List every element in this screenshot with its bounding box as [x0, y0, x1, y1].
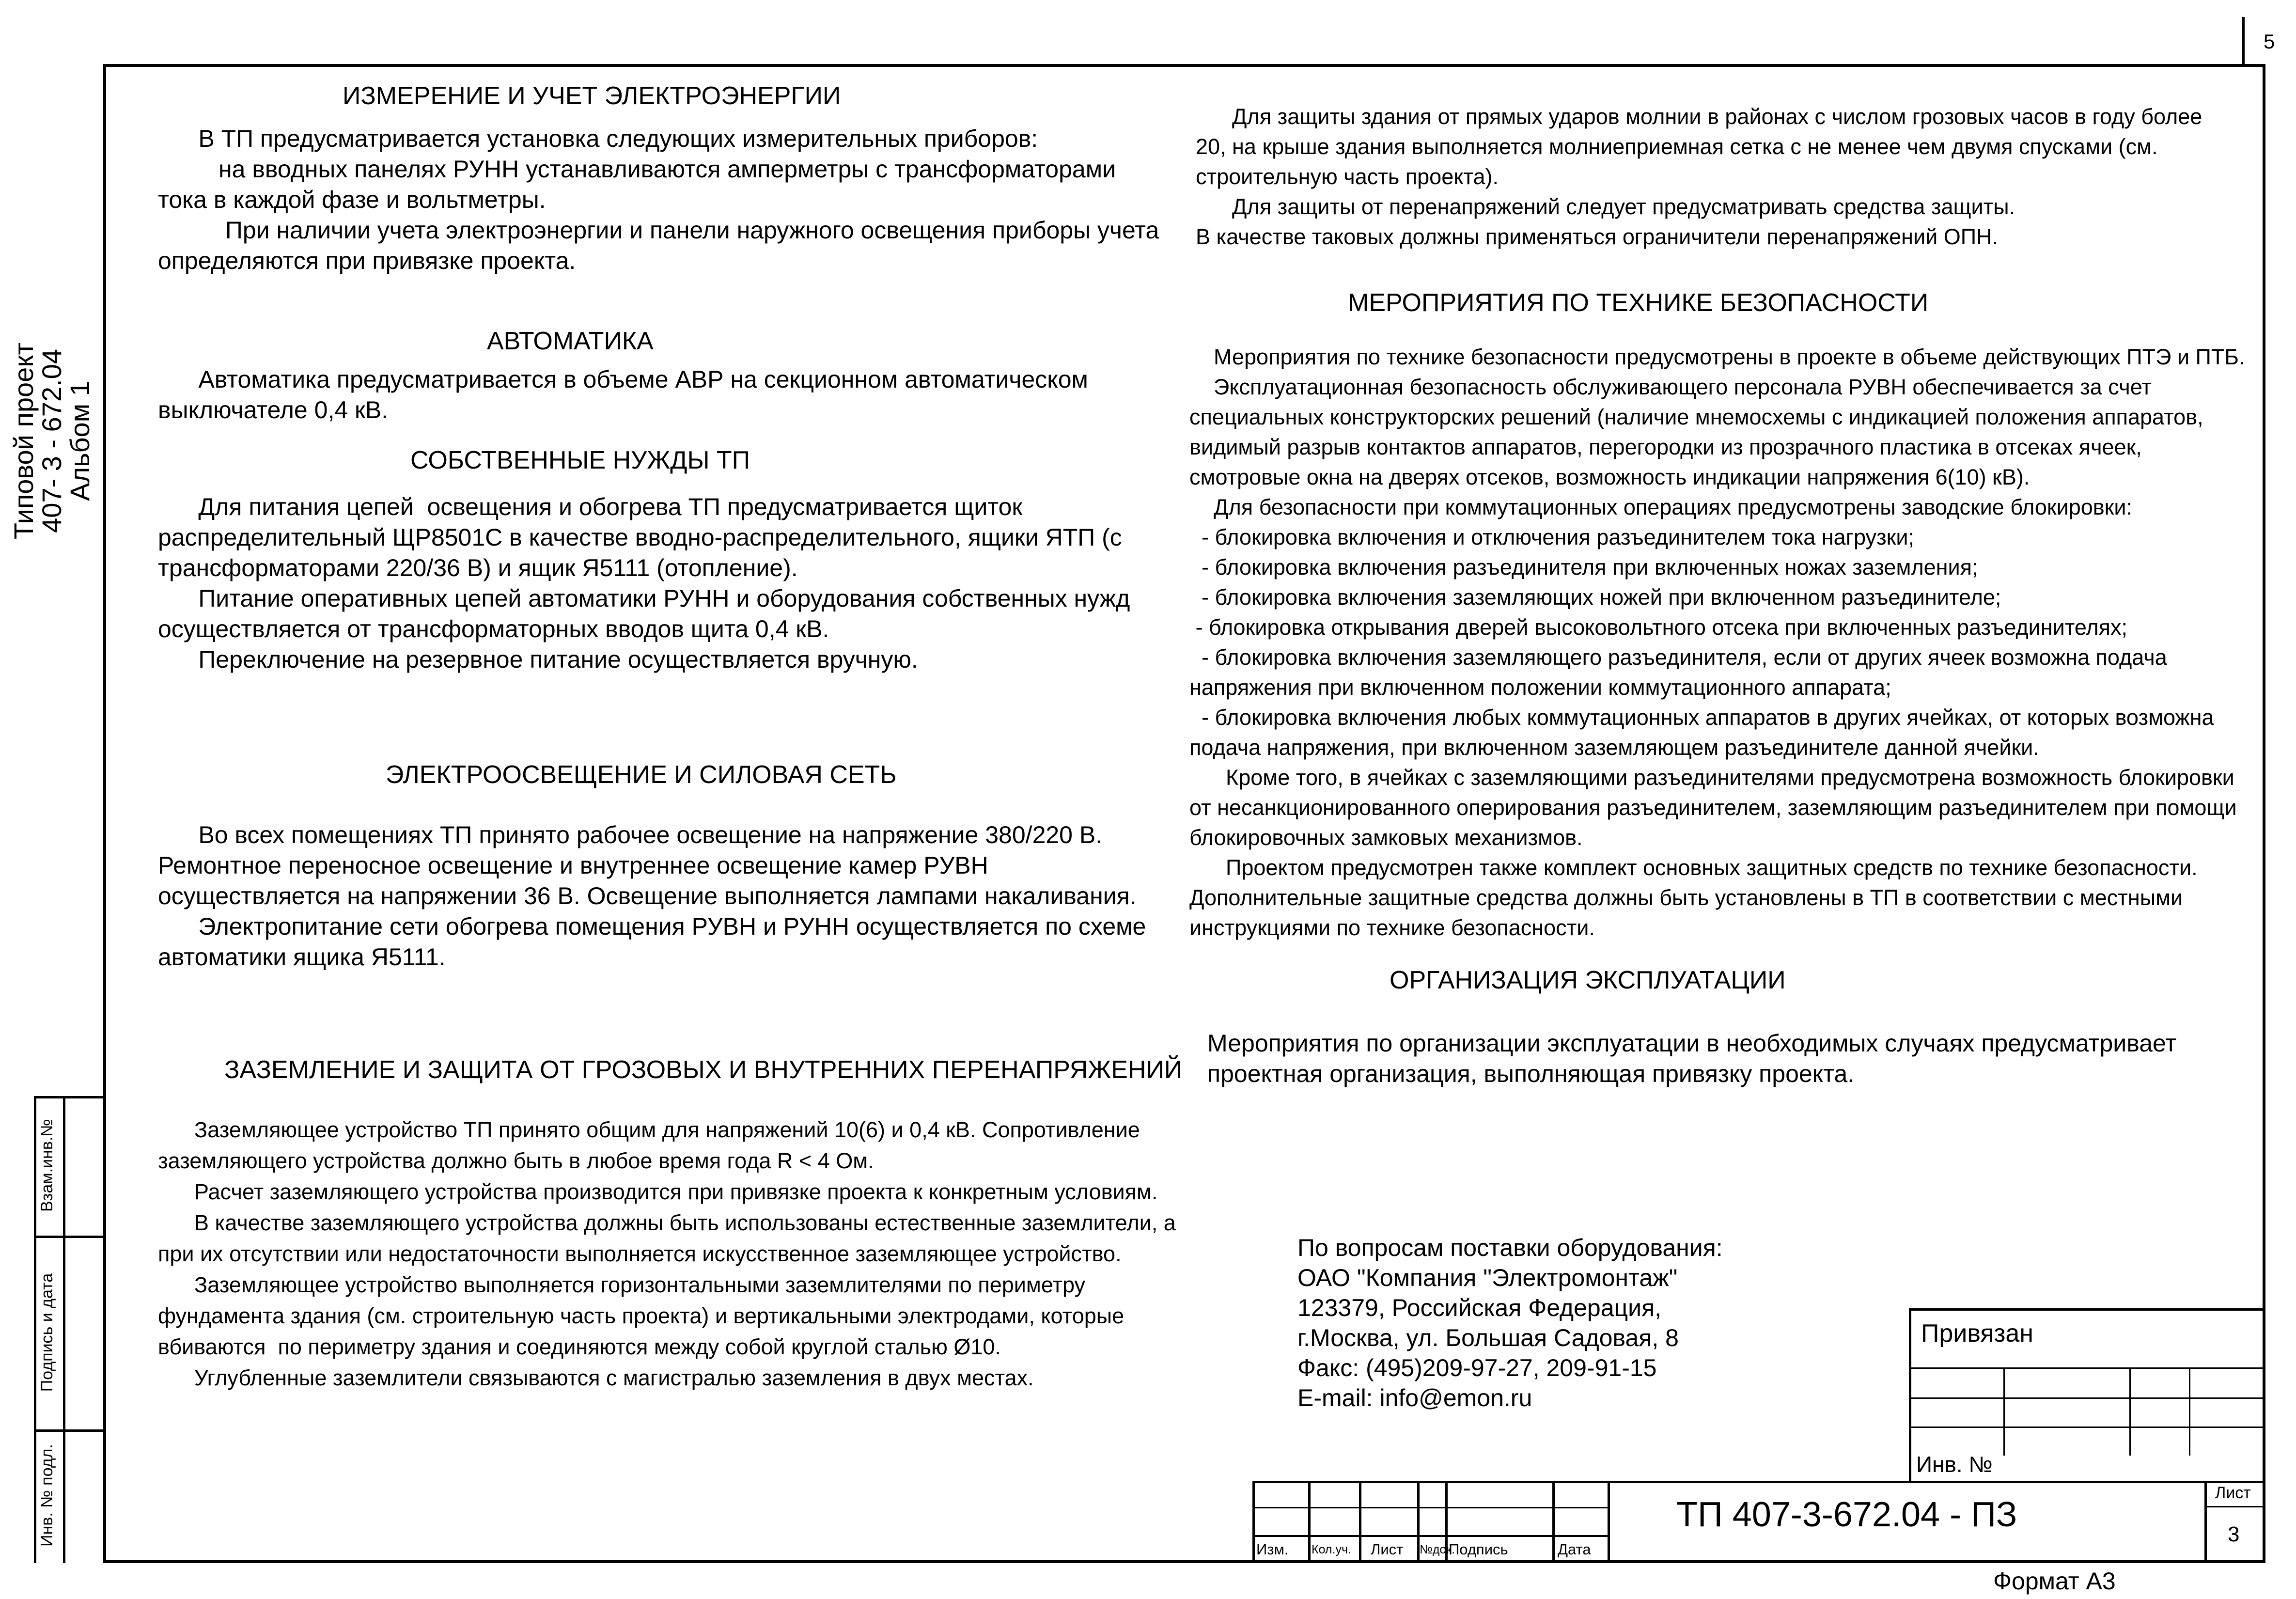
sheet-number-divider: [2242, 17, 2245, 64]
section-title-automation: АВТОМАТИКА: [487, 327, 654, 355]
side-title: [10, 339, 94, 543]
col-list: Лист: [1371, 1541, 1404, 1558]
col-data: Дата: [1558, 1541, 1591, 1558]
contact-block: [1297, 1233, 1723, 1413]
privyazan-label: Привязан: [1921, 1319, 2034, 1348]
sheet-value: 3: [2228, 1522, 2240, 1546]
inv-no-label: Инв. №: [1916, 1452, 1993, 1477]
side-title-line2: 407- 3 - 672.04: [36, 349, 67, 533]
contact-line4: г.Москва, ул. Большая Садовая, 8: [1297, 1324, 1679, 1351]
col-izm: Изм.: [1256, 1541, 1289, 1558]
col-kol-uch: Кол.уч.: [1312, 1543, 1351, 1556]
sheet-top-number: 5: [2264, 30, 2275, 53]
section-text-operation: Мероприятия по организации эксплуатации в необходимых случаях предусматривает проектная организация, выполняющая привязку проекта.: [1207, 1030, 2177, 1087]
contact-line5: Факс: (495)209-97-27, 209-91-15: [1297, 1354, 1657, 1381]
section-title-metering: ИЗМЕРЕНИЕ И УЧЕТ ЭЛЕКТРОЭНЕРГИИ: [343, 82, 841, 110]
side-title-line3: Альбом 1: [64, 381, 95, 501]
contact-line2: ОАО "Компания "Электромонтаж": [1297, 1264, 1678, 1291]
section-text-safety: Мероприятия по технике безопасности предусмотрены в проекте в объеме действующих ПТЭ и ПТБ. Эксплуатационная безопасность обслуживающего персонала РУВН обеспечивается за счет специальных конструкторских решений (наличие мнемосхемы с индикацией положения аппаратов, видимый разрыв контактов аппаратов, перегородки из прозрачного пластика в отсеках ячеек, смотровые окна на дверях отсеков, возможность индикации напряжения 6(10) кВ). Для безопасности при коммутационных операциях предусмотрены заводские блокировки: - блокировка включения и отключения разъединителем тока нагрузки; - блокировка включения разъединителя при включенных ножах заземления; - блокировка включения заземляющих ножей при включенном разъединителе; - блокировка открывания дверей высоковольтного отсека при включенных разъединителях; - блокировка включения заземляющего разъединителя, если от других ячеек возможна подача напряжения при включенном положении коммутационного аппарата; - блокировка включения любых коммутационных аппаратов в других ячейках, от которых возможна подача напряжения, при включенном заземляющем разъединителе данной ячейки. Кроме того, в ячейках с заземляющими разъединителями предусмотрена возможность блокировки от несанкционированного оперирования разъединителем, заземляющим разъединителем при помощи блокировочных замковых механизмов. Проектом предусмотрен также комплект основных защитных средств по технике безопасности. Дополнительные защитные средства должны быть установлены в ТП в соответствии с местными инструкциями по технике безопасности.: [1189, 345, 2245, 940]
col-podpis: Подпись: [1449, 1541, 1508, 1558]
section-text-own-needs: Для питания цепей освещения и обогрева ТП предусматривается щиток распределительный ЩР8501С в качестве вводно-распределительного, ящики ЯТП (с трансформаторами 220/36 В) и ящик Я5111 (отопление). Питание оперативных цепей автоматики РУНН и оборудования собственных нужд осуществляется от трансформаторных вводов щита 0,4 кВ. Переключение на резервное питание осуществляется вручную.: [158, 493, 1130, 673]
section-text-lighting: Во всех помещениях ТП принято рабочее освещение на напряжение 380/220 В. Ремонтное переносное освещение и внутреннее освещение камер РУВН осуществляется на напряжении 36 В. Освещение выполняется лампами накаливания. Электропитание сети обогрева помещения РУВН и РУНН осуществляется по схеме автоматики ящика Я5111.: [158, 821, 1146, 971]
stamp-podpis-label: Подпись и дата: [38, 1273, 56, 1392]
section-text-grounding: Заземляющее устройство ТП принято общим для напряжений 10(6) и 0,4 кВ. Сопротивление заземляющего устройства должно быть в любое время года R < 4 Ом. Расчет заземляющего устройства производится при привязке проекта к конкретным условиям. В качестве заземляющего устройства должны быть использованы естественные заземлители, а при их отсутствии или недостаточности выполняется искусственное заземляющее устройство. Заземляющее устройство выполняется горизонтальными заземлителями по периметру фундамента здания (см. строительную часть проекта) и вертикальными электродами, которые вбиваются по периметру здания и соединяются между собой круглой сталью Ø10. Углубленные заземлители связываются с магистралью заземления в двух местах.: [158, 1117, 1176, 1390]
section-text-metering: В ТП предусматривается установка следующих измерительных приборов: на вводных панелях РУНН устанавливаются амперметры с трансформаторами тока в каждой фазе и вольтметры. При наличии учета электроэнергии и панели наружного освещения приборы учета определяются при привязке проекта.: [158, 125, 1159, 274]
side-title-line1: Типовой проект: [8, 342, 39, 540]
section-text-automation: Автоматика предусматривается в объеме АВР на секционном автоматическом выключателе 0,4 кВ.: [158, 366, 1088, 423]
section-title-safety: МЕРОПРИЯТИЯ ПО ТЕХНИКЕ БЕЗОПАСНОСТИ: [1348, 289, 1929, 317]
document-code: ТП 407-3-672.04 - ПЗ: [1676, 1495, 2017, 1534]
col-doc-no: №док.: [1420, 1543, 1455, 1556]
section-text-lightning: Для защиты здания от прямых ударов молнии в районах с числом грозовых часов в году более 20, на крыше здания выполняется молниеприемная сетка с не менее чем двумя спусками (см. строительную часть проекта). Для защиты от перенапряжений следует предусматривать средства защиты. В качестве таковых должны применяться ограничители перенапряжений ОПН.: [1196, 104, 2202, 249]
section-title-operation: ОРГАНИЗАЦИЯ ЭКСПЛУАТАЦИИ: [1390, 966, 1786, 994]
section-title-lighting: ЭЛЕКТРООСВЕЩЕНИЕ И СИЛОВАЯ СЕТЬ: [386, 761, 897, 789]
section-title-grounding: ЗАЗЕМЛЕНИЕ И ЗАЩИТА ОТ ГРОЗОВЫХ И ВНУТРЕННИХ ПЕРЕНАПРЯЖЕНИЙ: [224, 1056, 1183, 1084]
contact-line6: E-mail: info@emon.ru: [1297, 1384, 1532, 1411]
contact-line3: 123379, Российская Федерация,: [1297, 1294, 1662, 1321]
stamp-vzam-label: Взам.инв.№: [38, 1119, 56, 1212]
format-label: Формат А3: [1993, 1568, 2116, 1595]
contact-line1: По вопросам поставки оборудования:: [1297, 1234, 1723, 1261]
sheet-label: Лист: [2215, 1484, 2251, 1502]
stamp-inv-label: Инв. № подл.: [38, 1444, 56, 1547]
section-title-own-needs: СОБСТВЕННЫЕ НУЖДЫ ТП: [410, 446, 750, 474]
